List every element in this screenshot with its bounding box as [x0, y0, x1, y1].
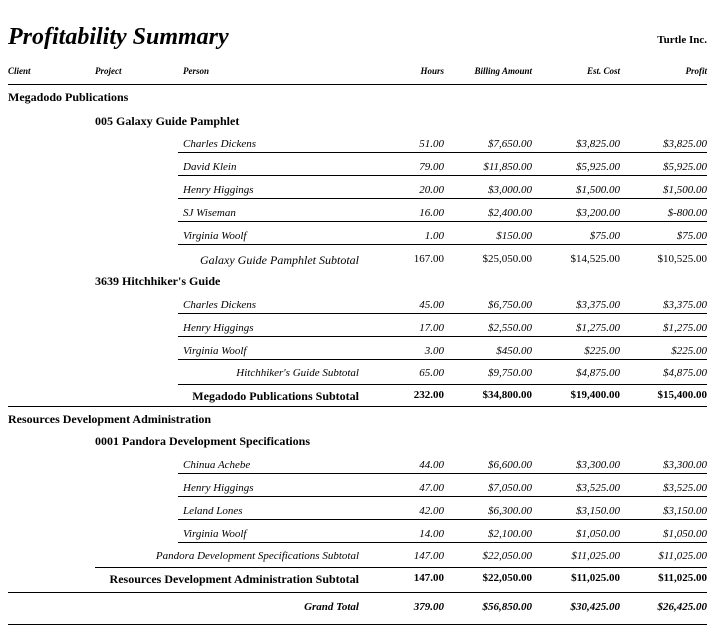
project-subtotal-row [0, 547, 721, 565]
table-row [0, 319, 721, 337]
project-heading: 3639 Hitchhiker's Guide [95, 274, 221, 288]
cell-person: Chinua Achebe [183, 459, 251, 471]
cell-billing: $2,400.00 [488, 207, 532, 219]
cell-hours: 42.00 [419, 505, 444, 517]
table-row [0, 479, 721, 497]
subtotal-billing: $22,050.00 [482, 572, 532, 584]
cell-billing: $7,050.00 [488, 482, 532, 494]
grand-total-hours: 379.00 [413, 601, 444, 613]
cell-profit: $5,925.00 [663, 161, 707, 173]
cell-person: Henry Higgings [183, 322, 254, 334]
project-heading: 0001 Pandora Development Specifications [95, 434, 310, 448]
subtotal-profit: $10,525.00 [657, 253, 707, 265]
cell-billing: $2,550.00 [488, 322, 532, 334]
cell-cost: $3,825.00 [576, 138, 620, 150]
cell-profit: $3,375.00 [663, 299, 707, 311]
cell-cost: $3,200.00 [576, 207, 620, 219]
client-subtotal-rule [95, 567, 707, 568]
client-heading: Megadodo Publications [8, 90, 129, 104]
table-row [0, 502, 721, 520]
cell-hours: 3.00 [424, 345, 444, 357]
bottom-rule [8, 624, 707, 625]
client-subtotal-row [0, 569, 721, 587]
cell-cost: $1,275.00 [576, 322, 620, 334]
cell-hours: 51.00 [419, 138, 444, 150]
cell-cost: $3,525.00 [576, 482, 620, 494]
subtotal-cost: $11,025.00 [571, 572, 620, 584]
table-row [0, 227, 721, 245]
client-divider [8, 406, 707, 407]
client-subtotal-rule [178, 384, 707, 385]
header-client: Client [8, 66, 31, 76]
cell-cost: $1,500.00 [576, 184, 620, 196]
table-row [0, 135, 721, 153]
cell-billing: $6,300.00 [488, 505, 532, 517]
cell-person: Virginia Woolf [183, 528, 247, 540]
grand-total-profit: $26,425.00 [657, 601, 707, 613]
cell-hours: 47.00 [419, 482, 444, 494]
cell-billing: $150.00 [496, 230, 532, 242]
subtotal-label: Pandora Development Specifications Subtotal [155, 550, 359, 562]
table-row [0, 296, 721, 314]
cell-person: Charles Dickens [183, 299, 257, 311]
report-title: Profitability Summary [8, 24, 229, 50]
subtotal-billing: $9,750.00 [488, 367, 532, 379]
subtotal-label: Resources Development Administration Subtotal [109, 572, 359, 586]
subtotal-cost: $4,875.00 [576, 367, 620, 379]
subtotal-cost: $19,400.00 [570, 389, 620, 401]
subtotal-billing: $22,050.00 [482, 550, 532, 562]
cell-profit: $1,050.00 [663, 528, 707, 540]
cell-person: Leland Lones [183, 505, 243, 517]
cell-person: David Klein [183, 161, 237, 173]
subtotal-cost: $14,525.00 [570, 253, 620, 265]
grand-total-billing: $56,850.00 [482, 601, 532, 613]
cell-hours: 14.00 [419, 528, 444, 540]
subtotal-cost: $11,025.00 [571, 550, 620, 562]
cell-hours: 20.00 [419, 184, 444, 196]
cell-profit: $3,825.00 [663, 138, 707, 150]
cell-cost: $3,300.00 [576, 459, 620, 471]
cell-person: Henry Higgings [183, 184, 254, 196]
project-subtotal-row [0, 250, 721, 268]
cell-hours: 44.00 [419, 459, 444, 471]
cell-cost: $5,925.00 [576, 161, 620, 173]
subtotal-hours: 167.00 [413, 253, 444, 265]
cell-profit: $1,275.00 [663, 322, 707, 334]
grand-total-rule [8, 592, 707, 593]
cell-billing: $2,100.00 [488, 528, 532, 540]
table-row [0, 456, 721, 474]
header-hours: Hours [420, 66, 444, 76]
cell-profit: $-800.00 [667, 207, 707, 219]
client-subtotal-row [0, 386, 721, 404]
header-cost: Est. Cost [586, 66, 620, 76]
subtotal-label: Hitchhiker's Guide Subtotal [236, 367, 359, 379]
cell-profit: $225.00 [671, 345, 707, 357]
cell-profit: $3,300.00 [663, 459, 707, 471]
subtotal-label: Megadodo Publications Subtotal [192, 389, 359, 403]
company-name: Turtle Inc. [657, 34, 707, 46]
cell-profit: $75.00 [676, 230, 707, 242]
table-row [0, 181, 721, 199]
cell-profit: $3,525.00 [663, 482, 707, 494]
cell-cost: $225.00 [584, 345, 620, 357]
cell-billing: $3,000.00 [488, 184, 532, 196]
cell-person: SJ Wiseman [183, 207, 236, 219]
grand-total-label: Grand Total [304, 601, 359, 613]
cell-cost: $75.00 [589, 230, 620, 242]
subtotal-hours: 65.00 [419, 367, 444, 379]
table-row [0, 525, 721, 543]
cell-billing: $450.00 [496, 345, 532, 357]
grand-total-row [0, 598, 721, 616]
subtotal-profit: $11,025.00 [658, 550, 707, 562]
cell-person: Virginia Woolf [183, 345, 247, 357]
cell-cost: $3,375.00 [576, 299, 620, 311]
cell-billing: $7,650.00 [488, 138, 532, 150]
header-profit: Profit [685, 66, 707, 76]
cell-billing: $11,850.00 [483, 161, 532, 173]
subtotal-profit: $11,025.00 [658, 572, 707, 584]
subtotal-hours: 232.00 [413, 389, 444, 401]
header-rule [8, 84, 707, 85]
cell-cost: $1,050.00 [576, 528, 620, 540]
cell-cost: $3,150.00 [576, 505, 620, 517]
cell-profit: $1,500.00 [663, 184, 707, 196]
cell-hours: 79.00 [419, 161, 444, 173]
cell-billing: $6,750.00 [488, 299, 532, 311]
client-heading: Resources Development Administration [8, 412, 212, 426]
cell-person: Henry Higgings [183, 482, 254, 494]
cell-hours: 17.00 [419, 322, 444, 334]
project-heading: 005 Galaxy Guide Pamphlet [95, 114, 240, 128]
cell-hours: 45.00 [419, 299, 444, 311]
subtotal-billing: $34,800.00 [482, 389, 532, 401]
table-row [0, 342, 721, 360]
subtotal-profit: $15,400.00 [657, 389, 707, 401]
header-project: Project [95, 66, 122, 76]
cell-hours: 1.00 [424, 230, 444, 242]
header-billing: Billing Amount [474, 66, 532, 76]
subtotal-label: Galaxy Guide Pamphlet Subtotal [200, 253, 359, 267]
table-row [0, 204, 721, 222]
header-person: Person [183, 66, 210, 76]
cell-hours: 16.00 [419, 207, 444, 219]
subtotal-hours: 147.00 [413, 572, 444, 584]
subtotal-billing: $25,050.00 [482, 253, 532, 265]
cell-billing: $6,600.00 [488, 459, 532, 471]
cell-person: Virginia Woolf [183, 230, 247, 242]
table-row [0, 158, 721, 176]
subtotal-hours: 147.00 [413, 550, 444, 562]
project-subtotal-row [0, 364, 721, 382]
cell-profit: $3,150.00 [663, 505, 707, 517]
subtotal-profit: $4,875.00 [663, 367, 707, 379]
cell-person: Charles Dickens [183, 138, 257, 150]
grand-total-cost: $30,425.00 [570, 601, 620, 613]
